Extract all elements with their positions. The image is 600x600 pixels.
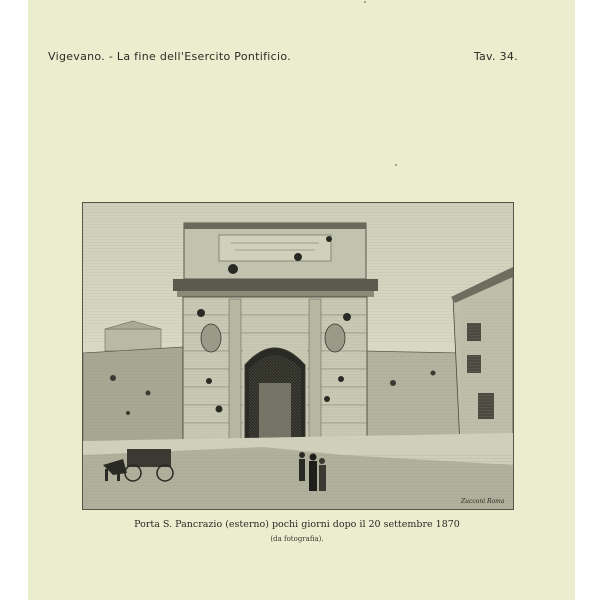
plate-subcaption: (da fotografia). [270,535,324,543]
page-margin [575,0,600,600]
porta-san-pancrazio-illustration [83,203,513,509]
plate-number: Tav. 34. [473,50,518,63]
paper-speck [395,164,397,166]
running-title: Vigevano. - La fine dell'Esercito Pontificio. [48,50,291,63]
engraver-signature: Zucconi Roma [461,498,505,505]
paper-speck [364,1,366,3]
plate-caption: Porta S. Pancrazio (esterno) pochi giorni dopo il 20 settembre 1870 [134,519,460,530]
engraving-plate [82,202,514,510]
